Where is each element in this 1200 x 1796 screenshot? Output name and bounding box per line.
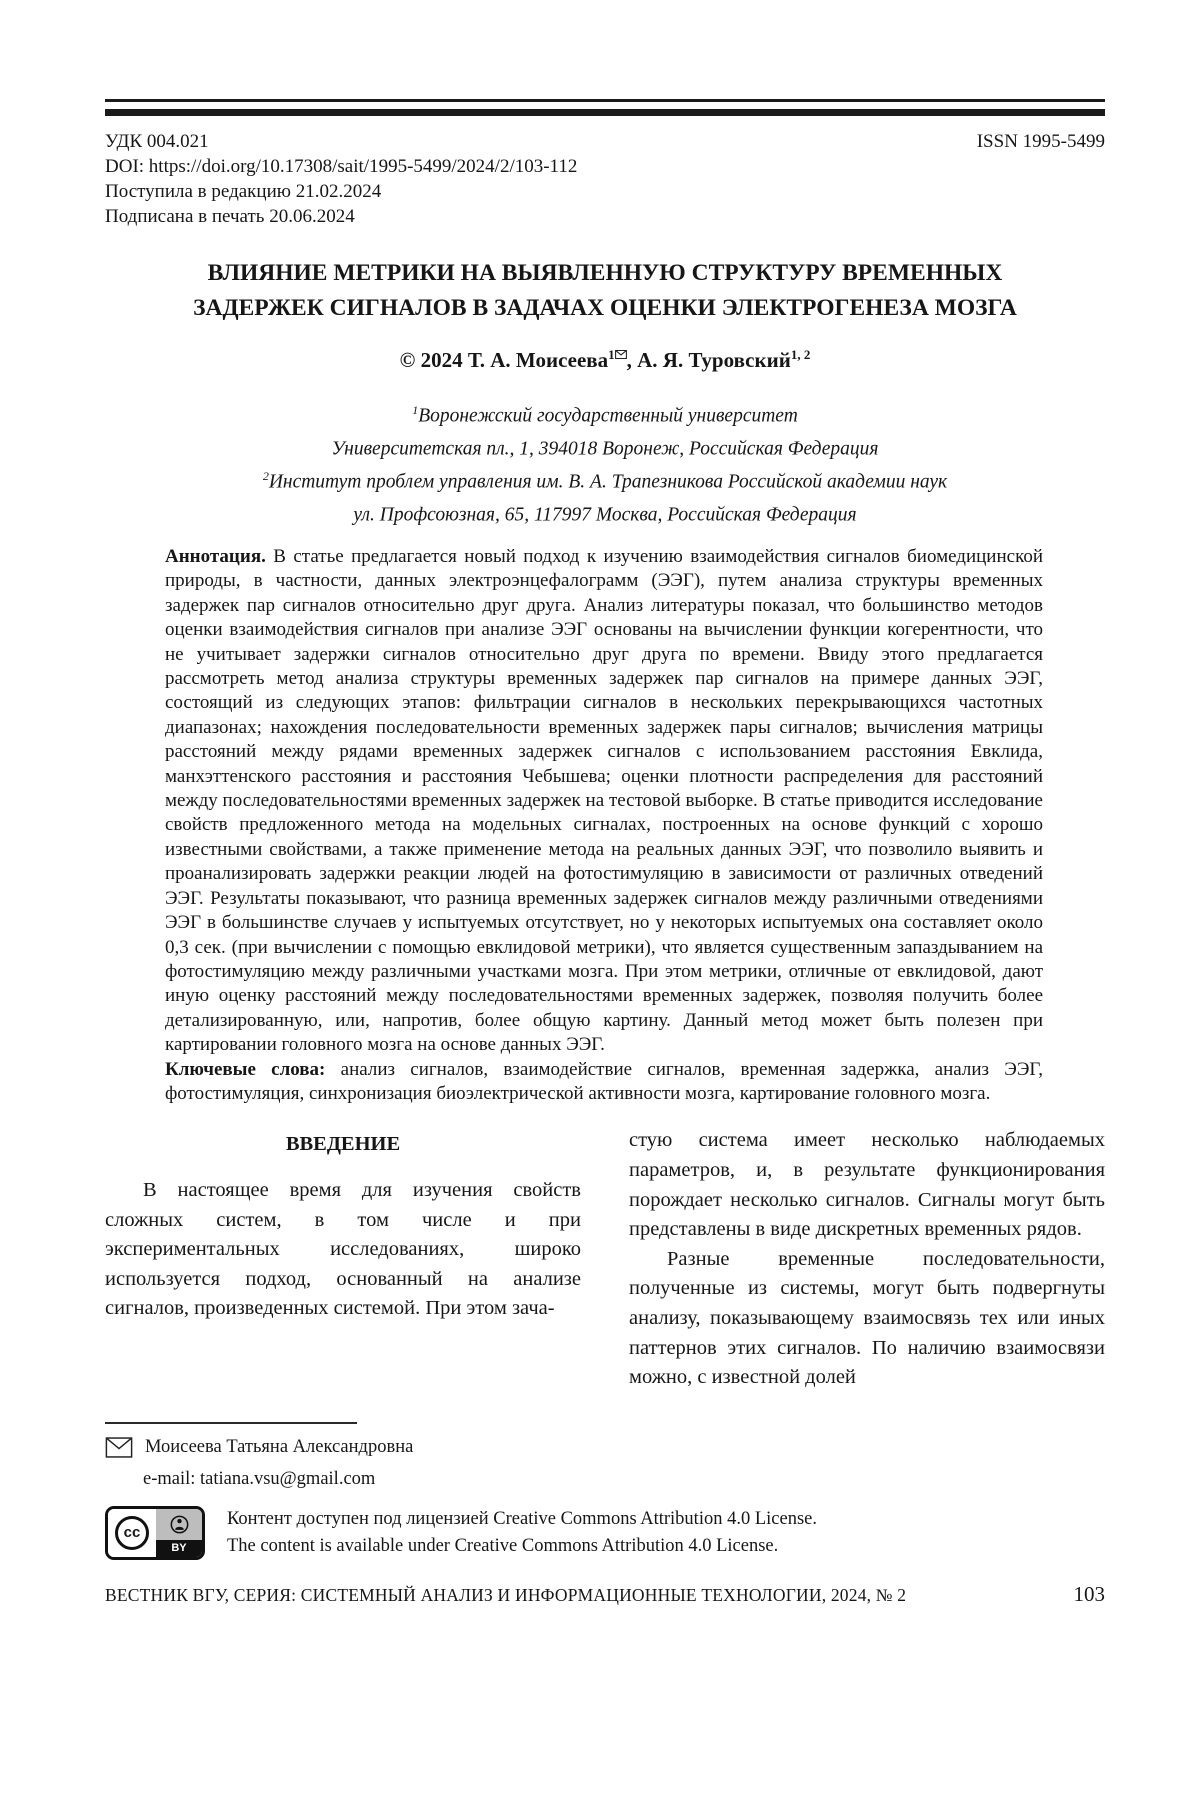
- corresponding-author-footnote: [105, 1422, 581, 1492]
- abstract-paragraph: [165, 545, 1043, 1058]
- journal-footer: [105, 1582, 1105, 1607]
- rule-thick: [105, 109, 1105, 116]
- article-meta: [105, 129, 1105, 229]
- keywords-text: анализ сигналов, взаимодействие сигналов, временная задержка, анализ ЭЭГ, фотостимуляция, синхронизация биоэлектрической активности мозга, картирование головного мозга.: [165, 1058, 1043, 1104]
- author-2: , А. Я. Туровский: [626, 348, 791, 372]
- authors-line: [105, 347, 1105, 373]
- introduction-heading: ВВЕДЕНИЕ: [285, 1133, 401, 1156]
- top-double-rule: [105, 99, 1105, 116]
- received-date: Поступила в редакцию 21.02.2024: [105, 181, 382, 202]
- author-2-affil-mark: 1, 2: [790, 347, 811, 362]
- intro-right-paragraph-1: стую система имеет несколько наблюдаемых параметров, и, в результате функционирования порождает несколько сигналов. Сигналы могут быть представлены в виде дискретных временных рядов.: [629, 1129, 1105, 1241]
- intro-right-paragraph-2: Разные временные последовательности, полученные из системы, могут быть подвергнуты анализу, показывающему взаимосвязь тех или иных паттернов этих сигналов. По наличию взаимосвязи можно, с известной долей: [629, 1247, 1105, 1389]
- cc-by-label: BY: [156, 1540, 202, 1557]
- license-block: [105, 1506, 1105, 1560]
- title-line-2: ЗАДЕРЖЕК СИГНАЛОВ В ЗАДАЧАХ ОЦЕНКИ ЭЛЕКТРОГЕНЕЗА МОЗГА: [193, 295, 1017, 321]
- journal-title: ВЕСТНИК ВГУ, СЕРИЯ: СИСТЕМНЫЙ АНАЛИЗ И ИНФОРМАЦИОННЫЕ ТЕХНОЛОГИИ, 2024, № 2: [105, 1584, 907, 1605]
- page-number: 103: [1073, 1581, 1105, 1606]
- envelope-icon: [615, 347, 627, 362]
- title-line-1: ВЛИЯНИЕ МЕТРИКИ НА ВЫЯВЛЕННУЮ СТРУКТУРУ ВРЕМЕННЫХ: [207, 260, 1003, 286]
- doi-link[interactable]: DOI: https://doi.org/10.17308/sait/1995-5499/2024/2/103-112: [105, 156, 578, 177]
- keywords-paragraph: [165, 1058, 1043, 1107]
- page-title: [105, 256, 1105, 326]
- introduction-section: [105, 1126, 1105, 1492]
- license-text: [227, 1506, 817, 1560]
- intro-left-paragraph: В настоящее время для изучения свойств сложных систем, в том числе и при экспериментальных исследованиях, широко используется подход, основанный на анализе сигналов, произведенных системой. При этом зача-: [105, 1178, 581, 1320]
- corresponding-author-email[interactable]: e-mail: tatiana.vsu@gmail.com: [143, 1468, 376, 1489]
- footnote-rule: [105, 1422, 357, 1424]
- author-1: © 2024 Т. А. Моисеева: [399, 348, 609, 372]
- right-column: [629, 1126, 1105, 1492]
- abstract-block: [165, 545, 1043, 1106]
- cc-icon: cc: [115, 1516, 149, 1550]
- author-1-affil-mark: 1: [608, 347, 615, 362]
- udk-code: УДК 004.021: [105, 131, 209, 152]
- license-line-en: The content is available under Creative Commons Attribution 4.0 License.: [227, 1535, 779, 1556]
- license-line-ru: Контент доступен под лицензией Creative Commons Attribution 4.0 License.: [227, 1508, 817, 1529]
- affiliations: [105, 397, 1105, 529]
- affiliation-line: $^1$Воронежский государственный университет: [412, 403, 798, 427]
- abstract-label: Аннотация.: [165, 546, 266, 567]
- abstract-text: В статье предлагается новый подход к изучению взаимодействия сигналов биомедицинской природы, в частности, данных электроэнцефалограмм (ЭЭГ), путем анализа структуры временных задержек пар сигналов относительно друг друга. Анализ литературы показал, что большинство методов оценки взаимодействия сигналов при анализе ЭЭГ основаны на вычислении функции когерентности, что не учитывает задержки сигналов относительно друг друга по времени. Ввиду этого предлагается рассмотреть метод анализа структуры временных задержек пар сигналов на примере данных ЭЭГ, состоящий из следующих этапов: фильтрации сигналов в нескольких перекрывающихся частотных диапазонах; нахождения последовательности временных задержек пары сигналов; вычисления матрицы расстояний между рядами временных задержек сигналов с использованием расстояния Евклида, манхэттенского расстояния и расстояния Чебышева; оценки плотности распределения для расстояний между последовательностями временных задержек на тестовой выборке. В статье приводится исследование свойств предложенного метода на модельных сигналах, построенных на основе функций с хорошо известными свойствами, а также применение метода на реальных данных ЭЭГ, что позволило выявить и проанализировать задержки реакции людей на фотостимуляцию в зависимости от различных отведений ЭЭГ. Результаты показывают, что разница временных задержек сигналов между различными отведениями ЭЭГ в большинстве случаев у испытуемых отсутствует, но у некоторых испытуемых она составляет около 0,3 сек. (при вычислении с помощью евклидовой метрики), что является существенным запаздыванием на фотостимуляцию между различными участками мозга. При этом метрики, отличные от евклидовой, дают иную оценку расстояний между последовательностями временных задержек, позволяя получить более детализированную, или, напротив, более общую картину. Данный метод может быть полезен при картировании головного мозга на основе данных ЭЭГ.: [165, 546, 1043, 1056]
- keywords-label: Ключевые слова:: [165, 1058, 326, 1080]
- issn-code: ISSN 1995-5499: [976, 131, 1105, 152]
- envelope-icon: [105, 1434, 133, 1466]
- corresponding-author-name: Моисеева Татьяна Александровна: [145, 1436, 414, 1457]
- affiliation-line: $^2$Институт проблем управления им. В. А. Трапезникова Российской академии наук: [262, 469, 948, 493]
- accepted-date: Подписана в печать 20.06.2024: [105, 206, 355, 227]
- cc-by-badge: [105, 1506, 205, 1560]
- affiliation-line: ул. Профсоюзная, 65, 117997 Москва, Российская Федерация: [353, 504, 857, 526]
- person-icon: [156, 1509, 202, 1540]
- left-column: [105, 1126, 581, 1492]
- article-page: [0, 99, 1200, 1607]
- affiliation-line: Университетская пл., 1, 394018 Воронеж, Российская Федерация: [331, 438, 879, 460]
